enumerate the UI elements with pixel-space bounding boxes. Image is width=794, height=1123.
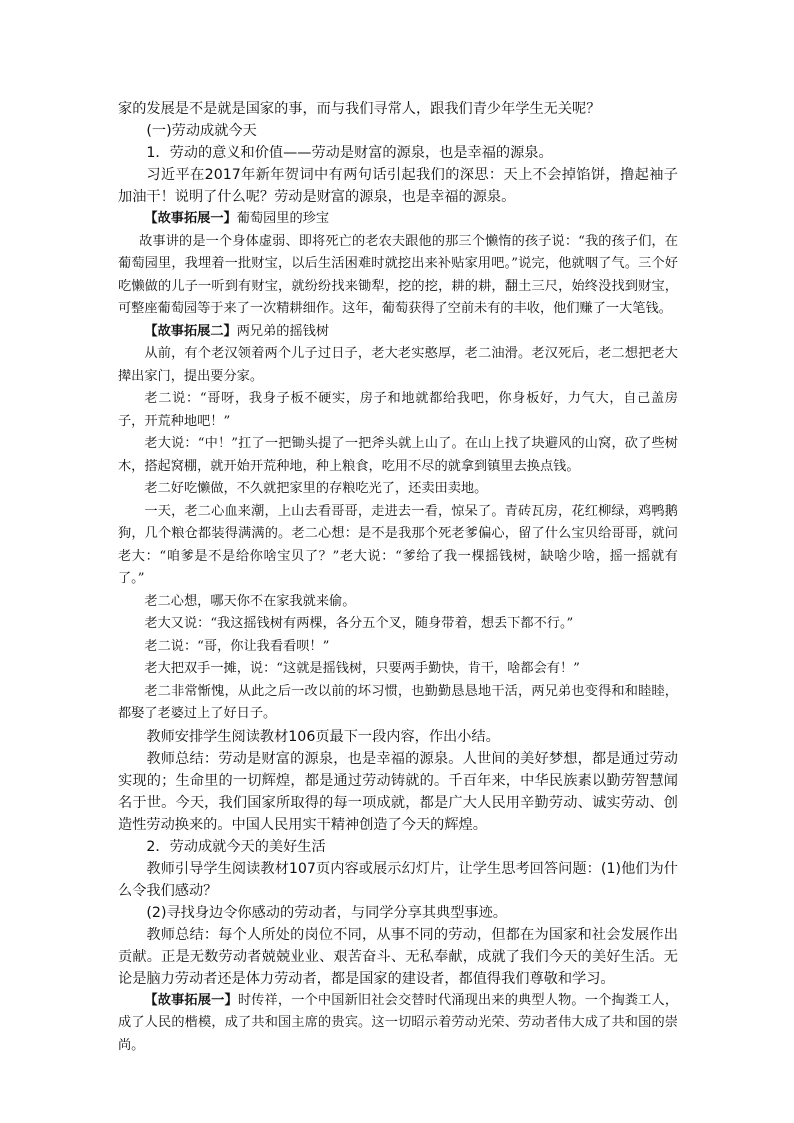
body-paragraph: 习近平在2017年新年贺词中有两句话引起我们的深思：天上不会掉馅饼，撸起袖子加油干！说明了什么呢？劳动是财富的源泉，也是幸福的源泉。 xyxy=(118,167,678,205)
teacher-instruction: 教师安排学生阅读教材106页最下一段内容，作出小结。 xyxy=(146,728,500,745)
teacher-instruction: 教师引导学生阅读教材107页内容或展示幻灯片，让学生思考回答问题：(1)他们为什么令我们感动？ xyxy=(118,860,678,899)
story-paragraph: 老二心想，哪天你不在家我就来偷。 xyxy=(144,593,356,609)
document-page xyxy=(118,98,678,1057)
story-paragraph: 老大把双手一摊，说：“这就是摇钱树，只要两手勤快，肯干，啥都会有！” xyxy=(144,661,580,676)
story-paragraph: 一天，老二心血来潮，上山去看哥哥，走进去一看，惊呆了。青砖瓦房，花红柳绿，鸡鸭鹅狗，几个粮仓都装得满满的。老二心想：是不是我那个死老爹偏心，留了什么宝贝给哥哥，就问老大：“咱爹是不是给你啥宝贝了？”老大说：“爹给了我一棵摇钱树，缺啥少啥，摇一摇就有了。” xyxy=(118,503,678,586)
story-paragraph: 老大又说：“我这摇钱树有两棵，各分五个叉，随身带着，想丢下都不行。” xyxy=(144,616,574,631)
teacher-summary: 教师总结：劳动是财富的源泉，也是幸福的源泉。人世间的美好梦想，都是通过劳动实现的；生命里的一切辉煌，都是通过劳动铸就的。千百年来，中华民族素以勤劳智慧闻名于世。今天，我们国家所取得的每一项成就，都是广大人民用辛勤劳动、诚实劳动、创造性劳动换来的。中国人民用实干精神创造了今天的辉煌。 xyxy=(118,750,678,833)
subsection-heading: 2．劳动成就今天的美好生活 xyxy=(146,838,326,855)
story-heading xyxy=(118,321,678,344)
story-paragraph xyxy=(118,990,678,1058)
story-tag: 【故事拓展一】 xyxy=(144,211,237,226)
section-heading: (一)劳动成就今天 xyxy=(146,123,257,139)
story-tag: 【故事拓展二】 xyxy=(144,323,237,339)
subsection-heading: 1．劳动的意义和价值——劳动是财富的源泉，也是幸福的源泉。 xyxy=(146,145,553,161)
body-paragraph: (2)寻找身边令你感动的劳动者，与同学分享其典型事迹。 xyxy=(146,904,507,921)
story-title: 两兄弟的摇钱树 xyxy=(236,323,330,339)
story-text: 时传祥，一个中国新旧社会交替时代涌现出来的典型人物。一个掏粪工人，成了人民的楷模，成了共和国主席的贵宾。这一切昭示着劳动光荣、劳动者伟大成了共和国的崇尚。 xyxy=(118,992,679,1053)
story-paragraph: 老二说：“哥，你让我看看呗！” xyxy=(144,638,330,654)
story-paragraph: 老大说：“中！”扛了一把锄头提了一把斧头就上山了。在山上找了块避风的山窝，砍了些树木，搭起窝棚，就开始开荒种地，种上粮食，吃用不尽的就拿到镇里去换点钱。 xyxy=(118,436,678,474)
story-tag: 【故事拓展一】 xyxy=(144,992,238,1008)
story-title: 葡萄园里的珍宝 xyxy=(236,211,330,226)
intro-question: 家的发展是不是就是国家的事，而与我们寻常人，跟我们青少年学生无关呢？ xyxy=(118,101,601,117)
story-paragraph: 故事讲的是一个身体虚弱、即将死亡的老农夫跟他的那三个懒惰的孩子说：“我的孩子们，在葡萄园里，我埋着一批财宝，以后生活困难时就挖出来补贴家用吧。”说完，他就咽了气。三个好吃懒做的儿子一听到有财宝，就纷纷找来锄犁，挖的挖，耕的耕，翻土三尺，始终没找到财宝，可整座葡萄园等于来了一次精耕细作。这年，葡萄获得了空前未有的丰收，他们赚了一大笔钱。 xyxy=(118,233,678,316)
story-paragraph: 老二好吃懒做，不久就把家里的存粮吃光了，还卖田卖地。 xyxy=(144,481,488,496)
story-paragraph: 老二非常惭愧，从此之后一改以前的坏习惯，也勤勤恳恳地干活，两兄弟也变得和和睦睦，都娶了老婆过上了好日子。 xyxy=(118,683,678,721)
teacher-summary: 教师总结：每个人所处的岗位不同，从事不同的劳动，但都在为国家和社会发展作出贡献。正是无数劳动者兢兢业业、艰苦奋斗、无私奉献，成就了我们今天的美好生活。无论是脑力劳动者还是体力劳动者，都是国家的建设者，都值得我们尊敬和学习。 xyxy=(118,926,678,987)
story-paragraph: 从前，有个老汉领着两个儿子过日子，老大老实憨厚，老二油滑。老汉死后，老二想把老大撵出家门，提出要分家。 xyxy=(118,346,678,384)
story-paragraph: 老二说：“哥呀，我身子板不硬实，房子和地就都给我吧，你身板好，力气大，自己盖房子，开荒种地吧！” xyxy=(118,391,678,429)
story-heading xyxy=(118,208,678,231)
